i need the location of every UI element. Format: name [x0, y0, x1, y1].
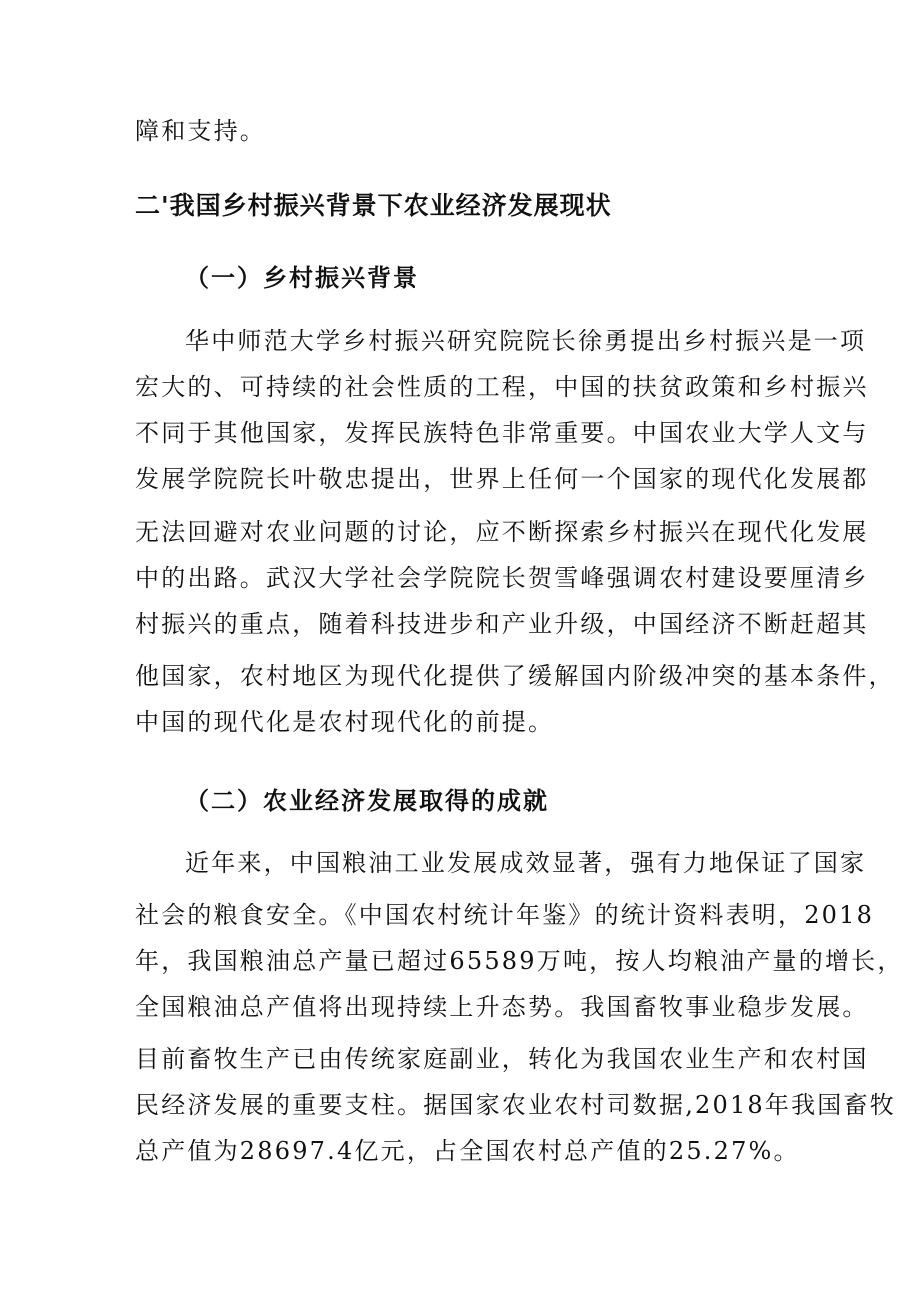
paragraph-line: 不同于其他国家，发挥民族特色非常重要。中国农业大学人文与	[135, 419, 869, 447]
subsection-heading-1: （一）乡村振兴背景	[185, 263, 419, 292]
paragraph-line: 民经济发展的重要支柱。据国家农业农村司数据,2018年我国畜牧	[135, 1091, 896, 1119]
subsection-heading-2: （二）农业经济发展取得的成就	[185, 786, 549, 815]
paragraph-line: 社会的粮食安全。《中国农村统计年鉴》的统计资料表明，2018	[135, 901, 875, 929]
paragraph-line-continuation: 障和支持。	[135, 117, 266, 145]
paragraph-line: 中的出路。武汉大学社会学院院长贺雪峰强调农村建设要厘清乡	[135, 564, 869, 592]
paragraph-line: 宏大的、可持续的社会性质的工程，中国的扶贫政策和乡村振兴	[135, 373, 869, 401]
paragraph-line: 无法回避对农业问题的讨论，应不断探索乡村振兴在现代化发展	[135, 518, 869, 546]
paragraph-line: 华中师范大学乡村振兴研究院院长徐勇提出乡村振兴是一项	[185, 327, 867, 355]
paragraph-line: 发展学院院长叶敬忠提出，世界上任何一个国家的现代化发展都	[135, 465, 869, 493]
paragraph-line: 中国的现代化是农村现代化的前提。	[135, 708, 555, 736]
paragraph-line: 年，我国粮油总产量已超过65589万吨，按人均粮油产量的增长，	[135, 947, 904, 975]
paragraph-line: 他国家，农村地区为现代化提供了缓解国内阶级冲突的基本条件，	[135, 662, 895, 690]
paragraph-line: 村振兴的重点，随着科技进步和产业升级，中国经济不断赶超其	[135, 610, 869, 638]
paragraph-line: 近年来，中国粮油工业发展成效显著，强有力地保证了国家	[185, 849, 867, 877]
paragraph-line: 全国粮油总产值将出现持续上升态势。我国畜牧事业稳步发展。	[135, 993, 869, 1021]
paragraph-line: 总产值为28697.4亿元，占全国农村总产值的25.27%。	[135, 1137, 800, 1165]
paragraph-line: 目前畜牧生产已由传统家庭副业，转化为我国农业生产和农村国	[135, 1045, 869, 1073]
section-heading: 二'我国乡村振兴背景下农业经济发展现状	[135, 191, 612, 220]
